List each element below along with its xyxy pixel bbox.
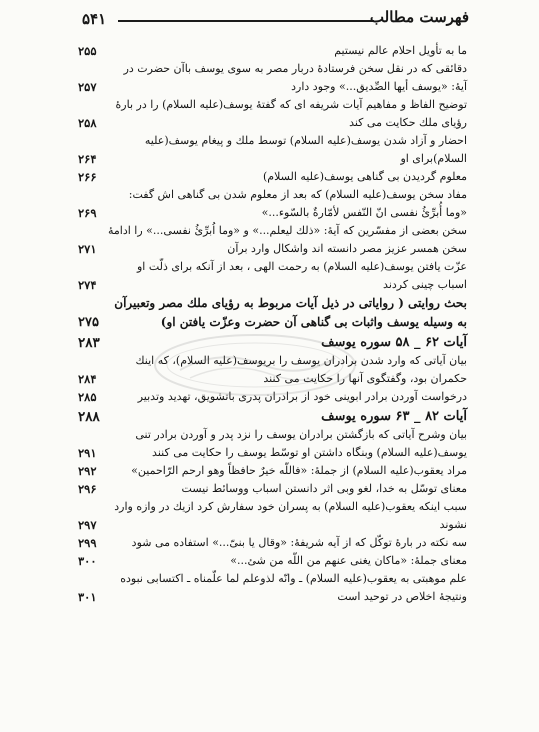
- entry-title: احضار و آزاد شدن يوسف(عليه السلام) توسط ملك و پيغام يوسف(عليه السلام)براى او: [144, 134, 467, 165]
- entry-page-number: ۲۶۶: [78, 170, 97, 184]
- toc-entry: [78, 294, 467, 332]
- entry-title: بيان آياتى كه وارد شدن برادران يوسف را بريوسف(عليه السلام)، كه اينك حكمران بود، وگفتگوى آنها را حكايت مى كنند: [135, 354, 467, 385]
- toc-entry: [78, 168, 467, 186]
- entry-page-number: ۲۹۷: [78, 518, 97, 532]
- toc-entry: [78, 42, 467, 60]
- entry-title: معناى جملهٔ: «ماكان يغنى عنهم من اللّه من شئ...»: [230, 554, 467, 567]
- entry-page-number: ۲۵۸: [78, 116, 97, 130]
- entry-page-number: ۲۹۱: [78, 446, 97, 460]
- entry-title: سبب اينكه يعقوب(عليه السلام) به پسران خود سفارش كرد ازيك در وازه وارد نشوند: [114, 500, 467, 531]
- entry-title: علم موهبتى به يعقوب(عليه السلام) ـ وانّه لذوعلم لما علّمناه ـ اكتسابى نبوده ونتيجهٔ اخلاص در توحيد است: [120, 572, 467, 603]
- section-heading: [78, 408, 467, 426]
- entry-page-number: ۲۷۵: [78, 315, 99, 330]
- entry-page-number: ۲۷۴: [78, 278, 97, 292]
- entry-page-number: ۲۹۶: [78, 482, 97, 496]
- entry-title: مراد يعقوب(عليه السلام) از جملهٔ: «فاللّه خيرٌ حافظاً وهو ارحم الرّاحمين»: [131, 464, 467, 477]
- entry-title: آيات ۸۲ _ ۶۳ سوره يوسف: [321, 409, 467, 424]
- entry-page-number: ۲۵۵: [78, 44, 97, 58]
- entry-title: دقائقى كه در نقل سخن فرستادهٔ دربار مصر به سوى يوسف باآن حضرت در آيهٔ: «يوسف أيها الصِّديق...» وجود دارد: [123, 62, 467, 93]
- toc-entry: [78, 462, 467, 480]
- toc-entry: [78, 498, 467, 534]
- entry-page-number: ۲۷۱: [78, 242, 97, 256]
- toc-entry: [78, 132, 467, 168]
- table-of-contents: [78, 42, 467, 606]
- entry-page-number: ۲۸۵: [78, 390, 97, 404]
- entry-page-number: ۳۰۰: [78, 554, 97, 568]
- circular-seal-icon: [150, 330, 360, 400]
- entry-title: بيان وشرح آياتى كه بازگشتن برادران يوسف را نزد پدر و آوردن برادر تنى يوسف(عليه السلام) وبنگاه داشتن او توسّط يوسف را حكايت مى كنند: [135, 428, 467, 459]
- toc-entry: [78, 552, 467, 570]
- page-title: فهرست مطالب: [369, 8, 469, 26]
- page-header: [0, 0, 539, 40]
- entry-page-number: ۲۸۴: [78, 372, 97, 386]
- entry-title: ما به تأويل احلام عالم نيستيم: [334, 44, 467, 57]
- entry-page-number: ۳۰۱: [78, 590, 97, 604]
- entry-page-number: ۲۸۳: [78, 335, 100, 351]
- toc-entry: [78, 534, 467, 552]
- entry-page-number: ۲۹۹: [78, 536, 97, 550]
- page-number: ۵۴۱: [82, 10, 107, 28]
- toc-entry: [78, 222, 467, 258]
- entry-page-number: ۲۹۲: [78, 464, 97, 478]
- toc-entry: [78, 570, 467, 606]
- toc-entry: [78, 186, 467, 222]
- entry-page-number: ۲۸۸: [78, 409, 100, 425]
- entry-title: سخن بعضى از مفسّرين كه آيهٔ: «ذلك ليعلم...» و «وما اُبرِّئُ نفسى...» را ادامهٔ سخن همسر عزيز مصر دانسته اند واشكال وارد برآن: [107, 224, 467, 255]
- entry-page-number: ۲۶۹: [78, 206, 97, 220]
- entry-title: سه نكته در بارهٔ توكّل كه از آيه شريفهٔ: «وقال يا بنىّ...» استفاده مى شود: [131, 536, 467, 549]
- toc-entry: [78, 426, 467, 462]
- entry-title: آيات ۶۲ _ ۵۸ سوره يوسف: [321, 335, 467, 350]
- entry-title: معناى توسّل به خدا، لغو وبى اثر دانستن اسباب ووسائط نيست: [181, 482, 467, 495]
- toc-entry: [78, 480, 467, 498]
- entry-title: عزّت يافتن يوسف(عليه السلام) به رحمت الهى ، بعد از آنكه براى ذلّت او اسباب چينى كردند: [137, 260, 467, 291]
- entry-page-number: ۲۵۷: [78, 80, 97, 94]
- toc-entry: [78, 258, 467, 294]
- toc-entry: [78, 60, 467, 96]
- entry-title: معلوم گرديدن بى گناهى يوسف(عليه السلام): [263, 170, 467, 183]
- toc-entry: [78, 96, 467, 132]
- entry-title: درخواست آوردن برادر ابوينى خود از برادران پدرى باتشويق، تهديد وتدبير: [137, 390, 467, 403]
- entry-page-number: ۲۶۴: [78, 152, 97, 166]
- entry-title: توضيح الفاظ و مفاهيم آيات شريفه اى كه گفتهٔ يوسف(عليه السلام) را در بارهٔ رؤياى ملك حكايت مى كند: [115, 98, 467, 129]
- entry-title: بحث روايتى ( رواياتى در ذيل آيات مربوط به رؤياى ملك مصر وتعبيرآن به وسيله يوسف واثبات بى گناهى آن حضرت وعزّت يافتن او): [114, 296, 467, 329]
- entry-title: مفاد سخن يوسف(عليه السلام) كه بعد از معلوم شدن بى گناهى اش گفت: «وما أُبرِّئُ نفسى انّ النّفس لأمّارةٌ بالسّوء...»: [128, 188, 467, 219]
- header-rule: [118, 20, 374, 22]
